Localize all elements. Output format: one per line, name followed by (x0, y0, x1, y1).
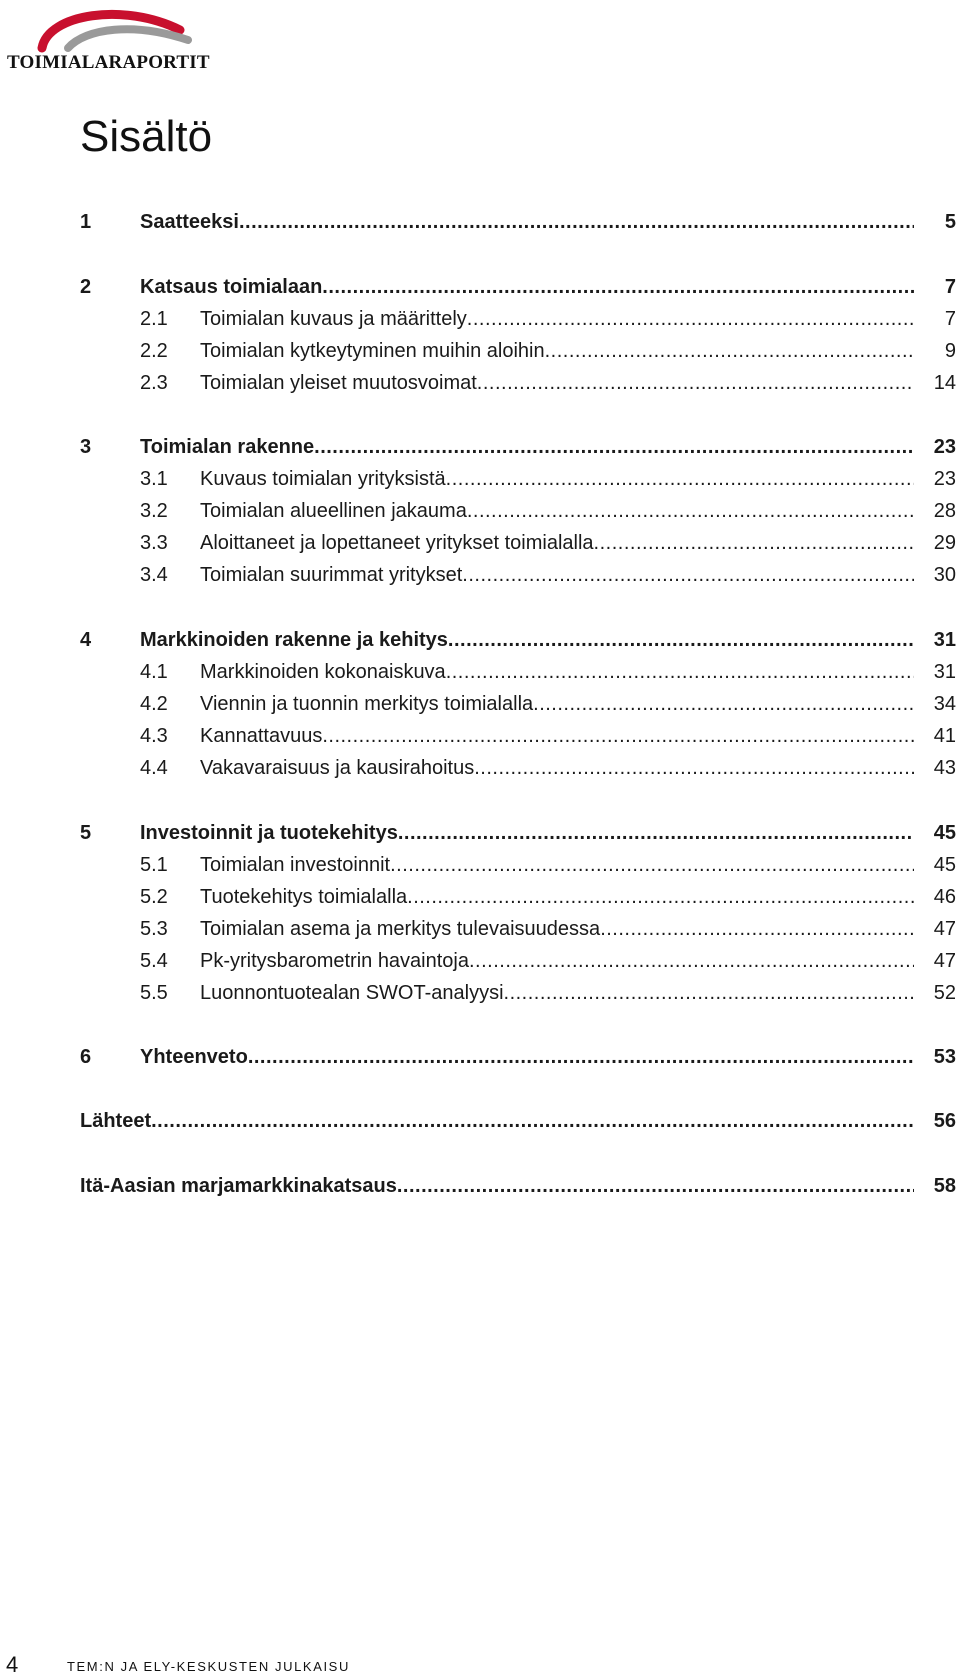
toc-entry[interactable] (80, 1105, 956, 1137)
toc-entry-title: Markkinoiden kokonaiskuva (200, 661, 446, 683)
toc-entry-page-number: 45 (933, 854, 956, 876)
toc-dot-leader (397, 1170, 914, 1202)
toc-entry-number: 2 (80, 276, 92, 298)
toc-entry-number: 3.4 (140, 564, 168, 586)
toc-entry-title: Itä-Aasian marjamarkkinakatsaus (80, 1175, 397, 1197)
toc-entry-number: 2.2 (140, 340, 168, 362)
toc-entry-title: Katsaus toimialaan (140, 276, 323, 298)
toc-entry-title: Aloittaneet ja lopettaneet yritykset toimialalla (200, 532, 594, 554)
toc-entry-number: 2.3 (140, 372, 168, 394)
toc-entry[interactable] (80, 559, 956, 591)
toc-dot-leader (469, 945, 914, 977)
toc-entry[interactable] (80, 720, 956, 752)
toc-dot-leader (322, 720, 914, 752)
toc-entry-number: 5 (80, 822, 92, 844)
toc-dot-leader (314, 431, 914, 463)
toc-entry-page-number: 53 (933, 1046, 956, 1068)
toc-entry-page-number: 47 (933, 950, 956, 972)
toc-entry[interactable] (80, 849, 956, 881)
toc-entry-title: Toimialan alueellinen jakauma (200, 500, 467, 522)
toc-entry-number: 4.3 (140, 725, 168, 747)
toc-entry-page-number: 31 (933, 661, 956, 683)
toc-entry-title: Kannattavuus (200, 725, 323, 747)
toc-entry-number: 5.2 (140, 886, 168, 908)
toc-entry-title: Toimialan asema ja merkitys tulevaisuudessa (200, 918, 601, 940)
logo-text: TOIMIALARAPORTIT (7, 52, 210, 73)
toc-entry-page-number: 14 (933, 372, 956, 394)
toc-dot-leader (477, 367, 914, 399)
toc-entry-number: 5.1 (140, 854, 168, 876)
toc-entry-title: Kuvaus toimialan yrityksistä (200, 468, 446, 490)
toc-entry[interactable] (80, 495, 956, 527)
toc-entry-number: 3.3 (140, 532, 168, 554)
toc-dot-leader (474, 752, 914, 784)
toc-dot-leader (390, 849, 914, 881)
toc-entry[interactable] (80, 656, 956, 688)
toc-entry[interactable] (80, 1041, 956, 1073)
toc-entry-page-number: 28 (933, 500, 956, 522)
toc-dot-leader (398, 817, 914, 849)
toc-entry-number: 4.1 (140, 661, 168, 683)
toc-entry[interactable] (80, 206, 956, 238)
toc-entry-title: Toimialan kuvaus ja määrittely (200, 308, 467, 330)
toc-dot-leader (446, 656, 914, 688)
toc-dot-leader (545, 335, 914, 367)
toc-entry-page-number: 23 (933, 436, 956, 458)
publisher-logo (4, 4, 210, 73)
toc-entry[interactable] (80, 945, 956, 977)
toc-entry-page-number: 56 (933, 1110, 956, 1132)
toc-dot-leader (594, 527, 914, 559)
toc-entry-page-number: 45 (933, 822, 956, 844)
toc-entry-page-number: 7 (944, 308, 956, 330)
toc-dot-leader (600, 913, 914, 945)
toc-dot-leader (239, 206, 914, 238)
toc-entry-number: 1 (80, 211, 92, 233)
toc-entry-title: Markkinoiden rakenne ja kehitys (140, 629, 448, 651)
toc-entry-page-number: 23 (933, 468, 956, 490)
toc-entry[interactable] (80, 817, 956, 849)
toc-entry[interactable] (80, 977, 956, 1009)
toc-entry[interactable] (80, 335, 956, 367)
toc-entry-page-number: 43 (933, 757, 956, 779)
toc-entry-title: Toimialan kytkeytyminen muihin aloihin (200, 340, 545, 362)
toc-entry-page-number: 58 (933, 1175, 956, 1197)
toc-entry-number: 5.4 (140, 950, 168, 972)
toc-entry[interactable] (80, 271, 956, 303)
toc-entry[interactable] (80, 463, 956, 495)
toc-entry-page-number: 34 (933, 693, 956, 715)
toc-dot-leader (467, 303, 914, 335)
toc-entry-title: Lähteet (80, 1110, 152, 1132)
toc-entry-page-number: 52 (933, 982, 956, 1004)
toc-dot-leader (151, 1105, 914, 1137)
toc-entry-title: Luonnontuotealan SWOT-analyysi (200, 982, 504, 1004)
toc-entry-number: 2.1 (140, 308, 168, 330)
toc-entry-number: 4.4 (140, 757, 168, 779)
toc-entry-page-number: 29 (933, 532, 956, 554)
toc-entry-title: Toimialan rakenne (140, 436, 315, 458)
toc-entry-page-number: 9 (944, 340, 956, 362)
toc-dot-leader (504, 977, 914, 1009)
toc-entry[interactable] (80, 688, 956, 720)
toc-entry-page-number: 46 (933, 886, 956, 908)
toc-entry-title: Pk-yritysbarometrin havaintoja (200, 950, 469, 972)
toc-dot-leader (248, 1041, 914, 1073)
toc-entry-page-number: 41 (933, 725, 956, 747)
toc-entry[interactable] (80, 303, 956, 335)
toc-entry[interactable] (80, 431, 956, 463)
toc-entry-number: 3.1 (140, 468, 168, 490)
toc-dot-leader (407, 881, 914, 913)
page-title: Sisältö (80, 112, 213, 161)
toc-entry-title: Saatteeksi (140, 211, 239, 233)
toc-entry-title: Tuotekehitys toimialalla (200, 886, 408, 908)
toc-entry-title: Toimialan investoinnit (200, 854, 391, 876)
toc-entry-number: 5.3 (140, 918, 168, 940)
toc-entry-page-number: 47 (933, 918, 956, 940)
toc-entry[interactable] (80, 367, 956, 399)
toc-entry-title: Vakavaraisuus ja kausirahoitus (200, 757, 475, 779)
toc-entry-title: Toimialan yleiset muutosvoimat (200, 372, 477, 394)
toc-entry[interactable] (80, 624, 956, 656)
toc-dot-leader (446, 463, 914, 495)
footer-page-number: 4 (6, 1652, 19, 1677)
toc-entry-number: 3.2 (140, 500, 168, 522)
toc-entry[interactable] (80, 881, 956, 913)
toc-entry-page-number: 5 (944, 211, 956, 233)
toc-entry-number: 5.5 (140, 982, 168, 1004)
toc-entry-title: Viennin ja tuonnin merkitys toimialalla (200, 693, 534, 715)
toc-dot-leader (467, 495, 914, 527)
logo-swoosh-icon (4, 4, 200, 54)
toc-entry-page-number: 30 (933, 564, 956, 586)
toc-entry[interactable] (80, 1170, 956, 1202)
toc-entry-title: Toimialan suurimmat yritykset (200, 564, 463, 586)
toc-entry[interactable] (80, 527, 956, 559)
toc-dot-leader (462, 559, 914, 591)
toc-entry-number: 4 (80, 629, 92, 651)
toc-entry-page-number: 7 (944, 276, 956, 298)
toc-entry[interactable] (80, 913, 956, 945)
toc-entry[interactable] (80, 752, 956, 784)
toc-dot-leader (533, 688, 914, 720)
footer-publication-name: TEM:N JA ELY-KESKUSTEN JULKAISU (67, 1659, 350, 1674)
toc-entry-number: 4.2 (140, 693, 168, 715)
toc-entry-title: Yhteenveto (140, 1046, 248, 1068)
toc-dot-leader (448, 624, 914, 656)
toc-entry-title: Investoinnit ja tuotekehitys (140, 822, 398, 844)
toc-entry-page-number: 31 (933, 629, 956, 651)
toc-entry-number: 3 (80, 436, 92, 458)
toc-entry-number: 6 (80, 1046, 92, 1068)
toc-dot-leader (322, 271, 914, 303)
